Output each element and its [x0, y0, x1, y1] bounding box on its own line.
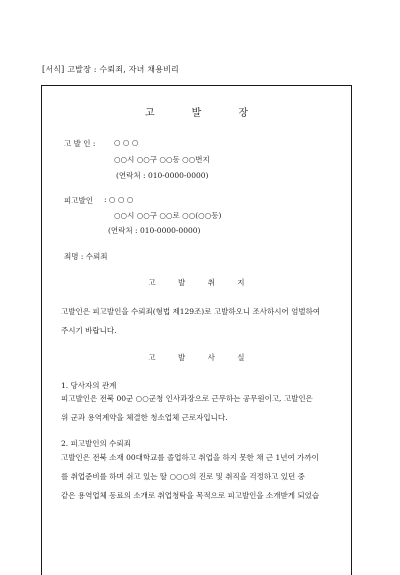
purpose-line: 고발인은 피고발인을 수뢰죄(형법 제129조)로 고발하오니 조사하시어 엄벌하여	[61, 307, 321, 316]
facts-section1-paragraph	[61, 389, 313, 427]
purpose-paragraph	[61, 302, 320, 340]
complainant-contact: (연락처 : 010-0000-0000)	[116, 171, 209, 180]
facts-heading: 고 발 사 실	[148, 353, 255, 362]
accused-address: ○○시 ○○구 ○○로 ○○(○○동)	[114, 211, 222, 220]
accused-contact: (연락처 : 010-0000-0000)	[108, 226, 201, 235]
facts-section1-line: 위 군과 용역계약을 체결한 청소업체 근로자입니다.	[61, 413, 228, 422]
facts-section2-line: 를 취업준비를 하며 쉬고 있는 딸 ○○○의 진로 및 취직을 걱정하고 있던 중	[61, 472, 305, 481]
document-caption: [서식] 고발장 : 수뢰죄, 자녀 채용비리	[42, 65, 179, 74]
facts-section2-line: 같은 용역업체 동료의 소개로 취업청탁을 목적으로 피고발인을 소개받게 되었습	[61, 491, 320, 500]
complainant-name: ○ ○ ○	[114, 138, 139, 147]
facts-section2-paragraph	[61, 448, 319, 505]
facts-section2-title: 2. 피고발인의 수뢰죄	[61, 439, 131, 448]
accused-name: : ○ ○ ○	[104, 195, 134, 204]
purpose-line: 주시기 바랍니다.	[61, 326, 117, 335]
accused-label: 피고발인	[64, 196, 93, 205]
facts-section2-line: 고발인은 전북 소재 00대학교를 졸업하고 취업을 하지 못한 채 근 1년여 가까이	[61, 453, 319, 462]
complainant-label: 고 발 인 :	[64, 139, 96, 148]
facts-section1-title: 1. 당사자의 관계	[61, 381, 117, 390]
complainant-address: ○○시 ○○구 ○○동 ○○번지	[114, 155, 210, 164]
purpose-heading: 고 발 취 지	[148, 278, 255, 287]
facts-section1-line: 피고발인은 전북 00군 ○○군청 인사과장으로 근무하는 공무원이고, 고발인은	[61, 394, 313, 403]
document-title: 고 발 장	[144, 108, 266, 119]
charge-line: 죄명 : 수뢰죄	[64, 252, 108, 261]
